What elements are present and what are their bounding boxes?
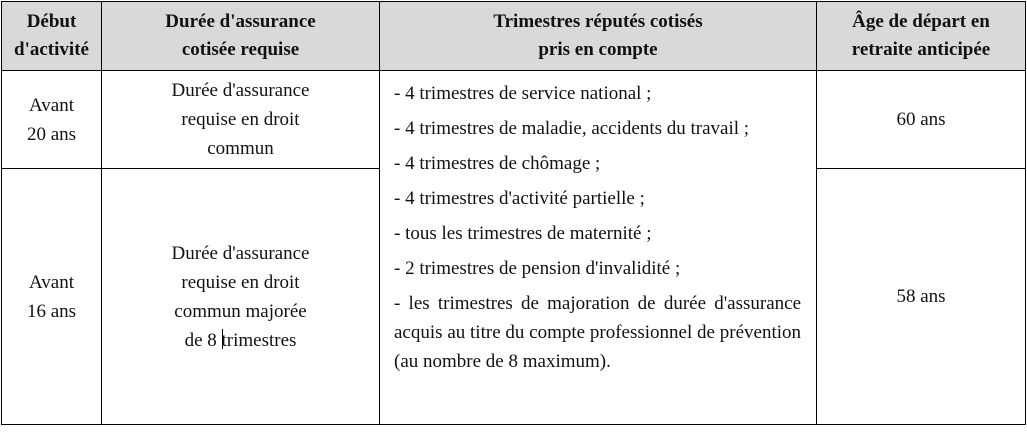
- cell-debut-16: Avant 16 ans: [2, 169, 102, 425]
- list-item: - les trimestres de majoration de durée d'assurance acquis au titre du compte professionnel de prévention (au nombre de 8 maximum).: [394, 293, 801, 372]
- cell-duree-20: Durée d'assurance requise en droit commun: [102, 71, 380, 169]
- retirement-table: [1, 1, 1026, 425]
- list-item: - 4 trimestres de chômage ;: [394, 153, 601, 174]
- cell-debut-20: Avant 20 ans: [2, 71, 102, 169]
- header-trimestres: Trimestres réputés cotisés pris en compte: [380, 2, 817, 71]
- table-row: [2, 71, 1026, 169]
- list-item: - 4 trimestres d'activité partielle ;: [394, 188, 645, 209]
- header-duree-assurance: Durée d'assurance cotisée requise: [102, 2, 380, 71]
- header-age-depart: Âge de départ en retraite anticipée: [817, 2, 1026, 71]
- list-item: - 4 trimestres de service national ;: [394, 83, 652, 104]
- list-item: - 4 trimestres de maladie, accidents du travail ;: [394, 118, 750, 139]
- cell-trimestres-list: [380, 71, 817, 425]
- list-item: - tous les trimestres de maternité ;: [394, 223, 652, 244]
- cell-duree-16[interactable]: [102, 169, 380, 425]
- cell-age-20: 60 ans: [817, 71, 1026, 169]
- duree-text-before-cursor: Durée d'assurance requise en droit commun majorée de 8: [171, 242, 310, 351]
- duree-text-after-cursor: trimestres: [221, 329, 297, 351]
- cell-age-16: 58 ans: [817, 169, 1026, 425]
- list-item: - 2 trimestres de pension d'invalidité ;: [394, 258, 681, 279]
- header-debut-activite: Début d'activité: [2, 2, 102, 71]
- header-row: [2, 2, 1026, 71]
